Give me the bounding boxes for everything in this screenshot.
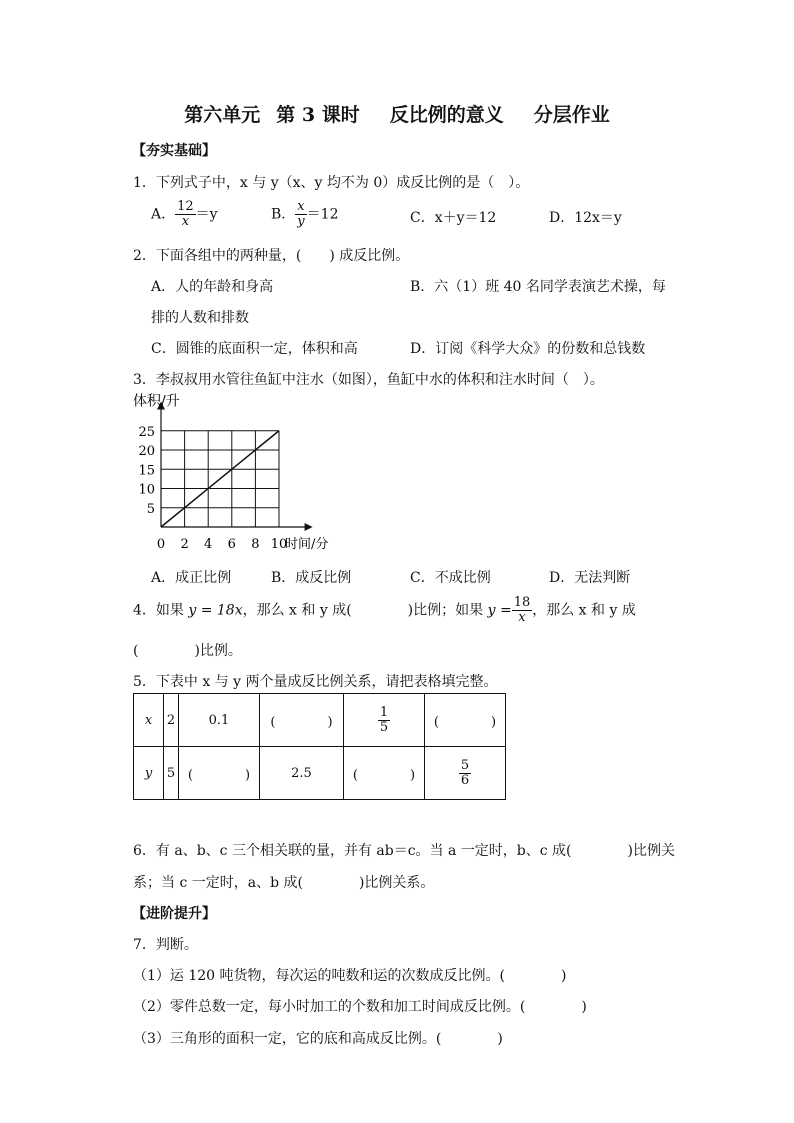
table-cell-fraction bbox=[425, 747, 506, 800]
table-head-x: x bbox=[134, 694, 164, 747]
table-cell: 5 bbox=[164, 747, 179, 800]
q4-eq2-den: x bbox=[518, 610, 526, 625]
q4-line2[interactable]: ( )比例。 bbox=[133, 643, 242, 659]
x-axis-label: 时间/分 bbox=[285, 537, 329, 552]
x-tick-label: 4 bbox=[204, 537, 213, 552]
title-unit: 第六单元 bbox=[184, 104, 261, 126]
q5-stem: 5．下表中 x 与 y 两个量成反比例关系，请把表格填完整。 bbox=[133, 674, 498, 690]
y-tick-label: 10 bbox=[138, 482, 155, 498]
q1-b-num: x bbox=[295, 200, 306, 215]
q4-equation1: y = 18x bbox=[188, 602, 243, 619]
q2-option-b-cont: 排的人数和排数 bbox=[151, 310, 249, 326]
y-tick-label: 25 bbox=[138, 424, 155, 440]
table-cell-blank[interactable]: ( ) bbox=[260, 694, 344, 747]
title-type: 分层作业 bbox=[533, 104, 610, 126]
q3-stem: 3．李叔叔用水管往鱼缸中注水（如图），鱼缸中水的体积和注水时间（ ）。 bbox=[133, 372, 604, 388]
q3-option-c[interactable]: C．不成比例 bbox=[410, 570, 491, 586]
section-basic-heading: 【夯实基础】 bbox=[132, 143, 216, 159]
table-cell-blank[interactable]: ( ) bbox=[344, 747, 425, 800]
q1-a-den: x bbox=[181, 214, 190, 229]
y-tick-label: 5 bbox=[146, 501, 155, 517]
q1-a-suffix: ＝y bbox=[195, 206, 218, 223]
title-lesson: 第 3 课时 bbox=[276, 104, 360, 126]
y-tick-label: 15 bbox=[138, 463, 155, 479]
y-axis-label: 体积/升 bbox=[133, 393, 180, 410]
title-topic: 反比例的意义 bbox=[389, 104, 504, 126]
q4-part1: 4．如果 bbox=[133, 602, 189, 619]
x-tick-label: 8 bbox=[251, 537, 260, 552]
q3-option-a[interactable]: A．成正比例 bbox=[151, 570, 232, 586]
q2-option-a[interactable]: A．人的年龄和身高 bbox=[151, 279, 274, 295]
data-line bbox=[161, 431, 279, 527]
q1-b-den: y bbox=[297, 214, 305, 229]
q1-option-a[interactable] bbox=[151, 200, 218, 229]
frac-den: 5 bbox=[379, 719, 389, 735]
x-axis-arrow bbox=[305, 523, 313, 531]
table-cell: 2 bbox=[164, 694, 179, 747]
q2-option-b[interactable]: B．六（1）班 40 名同学表演艺术操，每 bbox=[410, 279, 666, 295]
table-row-x bbox=[134, 694, 506, 747]
q3-option-b[interactable]: B．成反比例 bbox=[271, 570, 352, 586]
x-tick-label: 2 bbox=[180, 537, 189, 552]
q1-stem: 1．下列式子中，x 与 y（x、y 均不为 0）成反比例的是（ ）。 bbox=[133, 175, 530, 191]
q1-b-suffix: ＝12 bbox=[306, 206, 339, 223]
volume-time-chart bbox=[132, 393, 332, 558]
table-cell-blank[interactable]: ( ) bbox=[425, 694, 506, 747]
q6-line2[interactable]: 系；当 c 一定时，a、b 成( )比例关系。 bbox=[133, 875, 435, 891]
frac-num: 5 bbox=[460, 757, 470, 773]
table-cell: 0.1 bbox=[179, 694, 260, 747]
q3-option-d[interactable]: D．无法判断 bbox=[549, 570, 631, 586]
q7-stem: 7．判断。 bbox=[133, 937, 198, 953]
q4-line1 bbox=[133, 596, 636, 625]
q7-statement-3[interactable]: （3）三角形的面积一定，它的底和高成反比例。( ) bbox=[133, 1031, 503, 1047]
table-cell: 2.5 bbox=[260, 747, 344, 800]
q1-b-fraction bbox=[295, 200, 306, 229]
q4-part3: ，那么 x 和 y 成 bbox=[532, 602, 636, 619]
q1-a-prefix: A． bbox=[151, 206, 176, 223]
q1-option-d[interactable]: D．12x＝y bbox=[549, 210, 622, 226]
q1-a-fraction bbox=[175, 200, 196, 229]
frac-num: 1 bbox=[379, 704, 389, 720]
q2-option-c[interactable]: C．圆锥的底面积一定，体积和高 bbox=[151, 341, 358, 357]
table-cell-fraction bbox=[344, 694, 425, 747]
q1-option-c[interactable]: C．x＋y＝12 bbox=[410, 210, 497, 226]
x-tick-label: 6 bbox=[227, 537, 236, 552]
q4-part2[interactable]: ，那么 x 和 y 成( )比例；如果 bbox=[242, 602, 488, 619]
q4-equation2-lhs: y = bbox=[487, 602, 512, 619]
frac-den: 6 bbox=[460, 772, 470, 788]
section-advanced-heading: 【进阶提升】 bbox=[132, 906, 216, 922]
y-tick-label: 20 bbox=[138, 444, 155, 459]
table-cell-blank[interactable]: ( ) bbox=[179, 747, 260, 800]
q1-b-prefix: B． bbox=[271, 206, 296, 223]
q2-option-d[interactable]: D．订阅《科学大众》的份数和总钱数 bbox=[410, 341, 646, 357]
table-row-y bbox=[134, 747, 506, 800]
q4-eq2-num: 18 bbox=[513, 595, 531, 610]
x-tick-label: 10 bbox=[270, 537, 288, 552]
q2-stem: 2．下面各组中的两种量，( ) 成反比例。 bbox=[133, 248, 410, 264]
q6-line1[interactable]: 6．有 a、b、c 三个相关联的量，并有 ab＝c。当 a 一定时，b、c 成( )比例关 bbox=[133, 843, 675, 859]
table-head-y: y bbox=[134, 747, 164, 800]
q7-statement-1[interactable]: （1）运 120 吨货物，每次运的吨数和运的次数成反比例。( ) bbox=[133, 968, 567, 984]
q5-table bbox=[133, 693, 506, 800]
q1-a-num: 12 bbox=[177, 199, 194, 214]
q1-option-b[interactable] bbox=[271, 200, 338, 229]
x-tick-label: 0 bbox=[156, 537, 166, 552]
q4-equation2-fraction bbox=[512, 596, 533, 625]
q7-statement-2[interactable]: （2）零件总数一定，每小时加工的个数和加工时间成反比例。( ) bbox=[133, 999, 587, 1015]
page-title bbox=[0, 100, 794, 127]
